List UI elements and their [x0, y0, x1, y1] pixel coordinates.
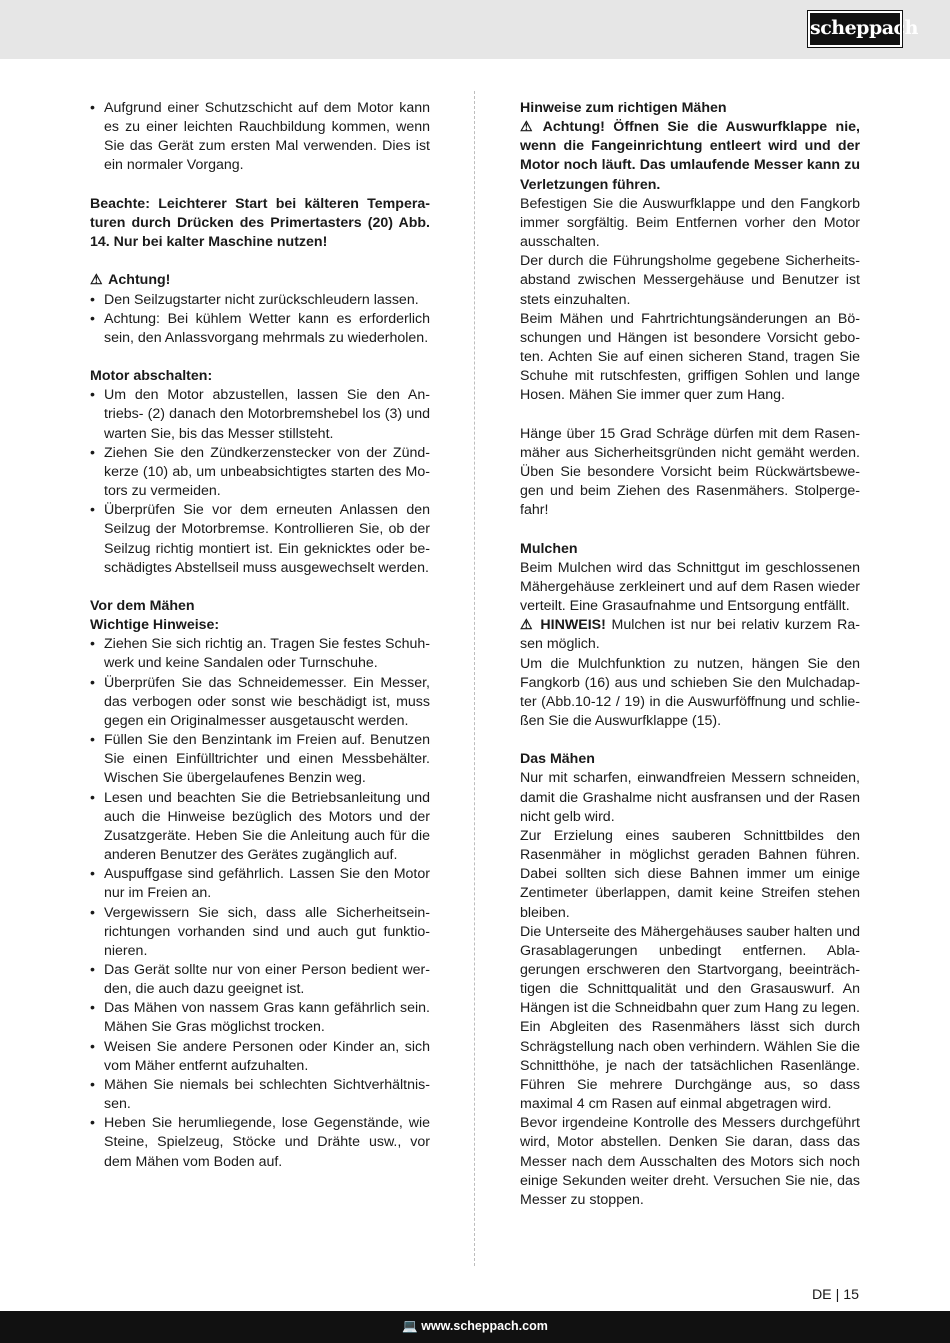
mowing-warning-text: Achtung! Öffnen Sie die Auswurfklappe nie, wenn die Fangeinrichtung entleert wird und der Motor noch läuft. Das umlaufende Messer kann zu Verletzungen führen. — [520, 119, 860, 193]
paragraph: Die Unterseite des Mähergehäuses sauber halten und Grasablagerungen unbedingt entfernen. Ablagerungen erschweren den Startvorgang, beeinträchtigen die Schnittqualität und den Grasauswurf. An Hängen ist die Schneidbahn quer zum Hang zu legen. Ein Abgleiten des Rasenmähers lässt sich durch Schrägstellung nach oben verhindern. Wählen Sie die Schnitthöhe, je nach der tatsächlichen Rasenlänge. Führen Sie mehrere Durchgänge aus, so dass maximal 4 cm Rasen auf einmal abgetragen wird. — [520, 923, 860, 1113]
cold-start-note: Beachte: Leichterer Start bei kälteren Temperaturen durch Drücken des Primertasters (20) Abb. 14. Nur bei kalter Maschine nutzen! — [90, 195, 430, 251]
warning-heading — [90, 271, 430, 290]
section-title-correct-mowing: Hinweise zum richtigen Mähen — [520, 100, 727, 116]
section-title-stop-motor: Motor abschalten: — [90, 368, 213, 385]
list-item: • Überprüfen Sie vor dem erneuten Anlassen den Seilzug der Motorbremse. Kontrollieren Sie, ob der Seilzug richtig montiert ist. Ein geknicktes oder beschädigtes Abstellseil muss ausgewechselt werden. — [90, 501, 430, 578]
list-item: • Lesen und beachten Sie die Betriebsanleitung und auch die Hinweise bezüglich des Motors und der Zusatzgeräte. Heben Sie die Anleitung auch für die anderen Benutzer des Gerätes zugänglich auf. — [90, 789, 430, 866]
warning-icon: ⚠ — [90, 272, 103, 289]
list-item: • Ziehen Sie den Zündkerzenstecker von der Zündkerze (10) ab, um unbeabsichtigtes starten des Motors zu vermeiden. — [90, 444, 430, 501]
section-title-mulching: Mulchen — [520, 540, 578, 557]
computer-icon: 💻 — [402, 1319, 418, 1333]
footer-url[interactable] — [0, 1319, 950, 1334]
paragraph: Um die Mulchfunktion zu nutzen, hängen Sie den Fangkorb (16) aus und schieben Sie den Mulchadapter (Abb.10-12 / 19) in die Auswurföffnung und schließen Sie die Auswurfklappe (15). — [520, 655, 860, 729]
paragraph: Bevor irgendeine Kontrolle des Messers durchgeführt wird, Motor abstellen. Denken Sie daran, dass das Messer nach dem Ausschalten des Motors sich noch einige Sekunden weiter dreht. Versuchen Sie nie, das Messer zu stoppen. — [520, 1115, 860, 1208]
mulch-hint — [520, 616, 860, 654]
list-item: • Vergewissern Sie sich, dass alle Sicherheitseinrichtungen vorhanden sind und auch gut funktionieren. — [90, 904, 430, 961]
left-column — [90, 99, 430, 1172]
section-title-mowing: Das Mähen — [520, 751, 595, 768]
page-number: DE | 15 — [811, 1287, 859, 1303]
list-item: • Aufgrund einer Schutzschicht auf dem Motor kann es zu einer leichten Rauchbildung kommen, wenn Sie das Gerät zum ersten Mal verwenden. Dies ist ein normaler Vorgang. — [90, 99, 430, 176]
mowing-warning — [520, 118, 860, 195]
website-link[interactable]: www.scheppach.com — [421, 1319, 548, 1333]
list-item: • Achtung: Bei kühlem Wetter kann es erforderlich sein, den Anlassvorgang mehrmals zu wiederholen. — [90, 310, 430, 348]
warning-list — [90, 291, 430, 348]
paragraph: Beim Mähen und Fahrtrichtungsänderungen an Böschungen und Hängen ist besondere Vorsicht geboten. Achten Sie auf einen sicheren Stand, tragen Sie Schuhe mit rutschfesten, griffigen Sohlen und lange Hosen. Mähen Sie immer quer zum Hang. — [520, 310, 860, 404]
section-title-before-mowing: Vor dem Mähen — [90, 598, 195, 614]
list-item: • Den Seilzugstarter nicht zurückschleudern lassen. — [90, 291, 430, 310]
list-item: • Das Mähen von nassem Gras kann gefährlich sein. Mähen Sie Gras möglichst trocken. — [90, 999, 430, 1037]
list-item: • Um den Motor abzustellen, lassen Sie den Antriebs- (2) danach den Motorbremshebel los (3) und warten Sie, bis das Messer stillsteht. — [90, 386, 430, 443]
hint-label: HINWEIS! — [540, 617, 606, 634]
footer-bar — [0, 1311, 950, 1343]
paragraph: Befestigen Sie die Auswurfklappe und den Fangkorb immer sorgfältig. Beim Entfernen vorher den Motor ausschalten. — [520, 195, 860, 251]
paragraph: Zur Erzielung eines sauberen Schnittbildes den Rasenmäher in möglichst geraden Bahnen führen. Dabei sollten sich diese Bahnen immer um einige Zentimeter überlappen, damit keine Streifen stehen bleiben. — [520, 827, 860, 921]
right-column — [520, 99, 860, 1210]
list-item: • Ziehen Sie sich richtig an. Tragen Sie festes Schuhwerk und keine Sandalen oder Turnschuhe. — [90, 635, 430, 673]
warning-title: Achtung! — [108, 272, 171, 289]
warning-icon: ⚠ — [520, 119, 533, 136]
intro-list — [90, 99, 430, 176]
paragraph: Nur mit scharfen, einwandfreien Messern schneiden, damit die Grashalme nicht ausfransen und der Rasen nicht gelb wird. — [520, 770, 860, 825]
brand-logo: scheppach — [808, 11, 902, 47]
paragraph: Beim Mulchen wird das Schnittgut im geschlossenen Mähergehäuse zerkleinert und auf dem Rasen wieder verteilt. Eine Grasaufnahme und Entsorgung entfällt. — [520, 559, 860, 615]
list-item: • Weisen Sie andere Personen oder Kinder an, sich vom Mäher entfernt aufzuhalten. — [90, 1038, 430, 1076]
list-item: • Das Gerät sollte nur von einer Person bedient werden, die auch dazu geeignet ist. — [90, 961, 430, 999]
list-item: • Heben Sie herumliegende, lose Gegenstände, wie Steine, Spielzeug, Stöcke und Drähte usw., vor dem Mähen vom Boden auf. — [90, 1114, 430, 1171]
column-divider — [474, 91, 475, 1266]
warning-icon: ⚠ — [520, 617, 533, 634]
before-mowing-list — [90, 635, 430, 1171]
list-item: • Mähen Sie niemals bei schlechten Sichtverhältnissen. — [90, 1076, 430, 1114]
list-item: • Füllen Sie den Benzintank im Freien auf. Benutzen Sie einen Einfülltrichter und einen Messbehälter. Wischen Sie übergelaufenes Benzin weg. — [90, 731, 430, 788]
hint-text: Mulchen ist nur bei relativ kurzem Rasen möglich. — [520, 617, 860, 653]
list-item: • Überprüfen Sie das Schneidemesser. Ein Messer, das verbogen oder sonst wie beschädigt ist, muss gegen ein Originalmesser ausgetauscht werden. — [90, 674, 430, 731]
section-subtitle-important: Wichtige Hinweise: — [90, 617, 220, 634]
stop-motor-list — [90, 386, 430, 578]
paragraph: Der durch die Führungsholme gegebene Sicherheitsabstand zwischen Messergehäuse und Benutzer ist stets einzuhalten. — [520, 253, 860, 308]
list-item: • Auspuffgase sind gefährlich. Lassen Sie den Motor nur im Freien an. — [90, 865, 430, 903]
paragraph: Hänge über 15 Grad Schräge dürfen mit dem Rasenmäher aus Sicherheitsgründen nicht gemäht werden. Üben Sie besondere Vorsicht beim Rückwärtsbewegen und beim Ziehen des Rasenmähers. Stolpergefahr! — [520, 425, 860, 519]
header-bar — [0, 0, 950, 59]
